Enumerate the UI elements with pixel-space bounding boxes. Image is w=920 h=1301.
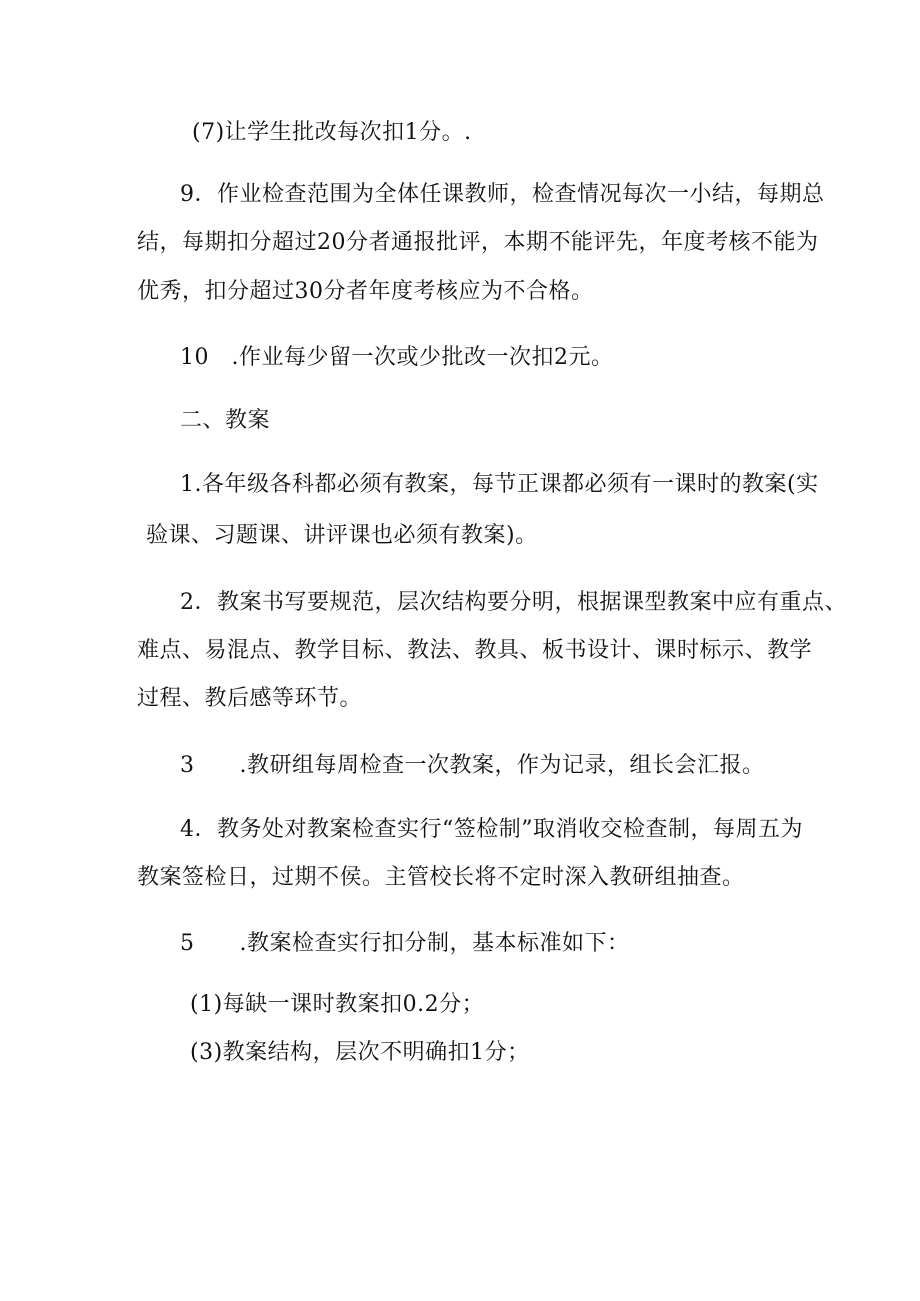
text-line: 验课、习题课、讲评课也必须有教案)。	[146, 523, 538, 548]
text-line: 优秀，扣分超过30分者年度考核应为不合格。	[137, 279, 594, 304]
text-line: 4．教务处对教案检查实行“签检制”取消收交检查制，每周五为	[180, 817, 803, 842]
text-line: (1)每缺一课时教案扣0.2分；	[190, 992, 485, 1017]
text-line: 2．教案书写要规范，层次结构要分明，根据课型教案中应有重点、	[180, 590, 847, 615]
text-line: 过程、教后感等环节。	[137, 686, 363, 711]
text-line: 5 .教案检查实行扣分制，基本标准如下：	[180, 931, 630, 956]
text-line: 9．作业检查范围为全体任课教师，检查情况每次一小结，每期总	[180, 182, 825, 207]
text-line: 10 .作业每少留一次或少批改一次扣2元。	[180, 345, 614, 370]
text-line: 3 .教研组每周检查一次教案，作为记录，组长会汇报。	[180, 753, 765, 778]
text-line: 结，每期扣分超过20分者通报批评，本期不能评先，年度考核不能为	[137, 230, 819, 255]
text-line: 难点、易混点、教学目标、教法、教具、板书设计、课时标示、教学	[137, 638, 813, 663]
text-line: (7)让学生批改每次扣1分。.	[192, 120, 472, 145]
section-heading: 二、教案	[180, 408, 271, 433]
text-line: (3)教案结构，层次不明确扣1分；	[190, 1040, 530, 1065]
text-line: 教案签检日，过期不侯。主管校长将不定时深入教研组抽查。	[137, 865, 745, 890]
text-line: 1.各年级各科都必须有教案，每节正课都必须有一课时的教案(实	[180, 472, 819, 497]
